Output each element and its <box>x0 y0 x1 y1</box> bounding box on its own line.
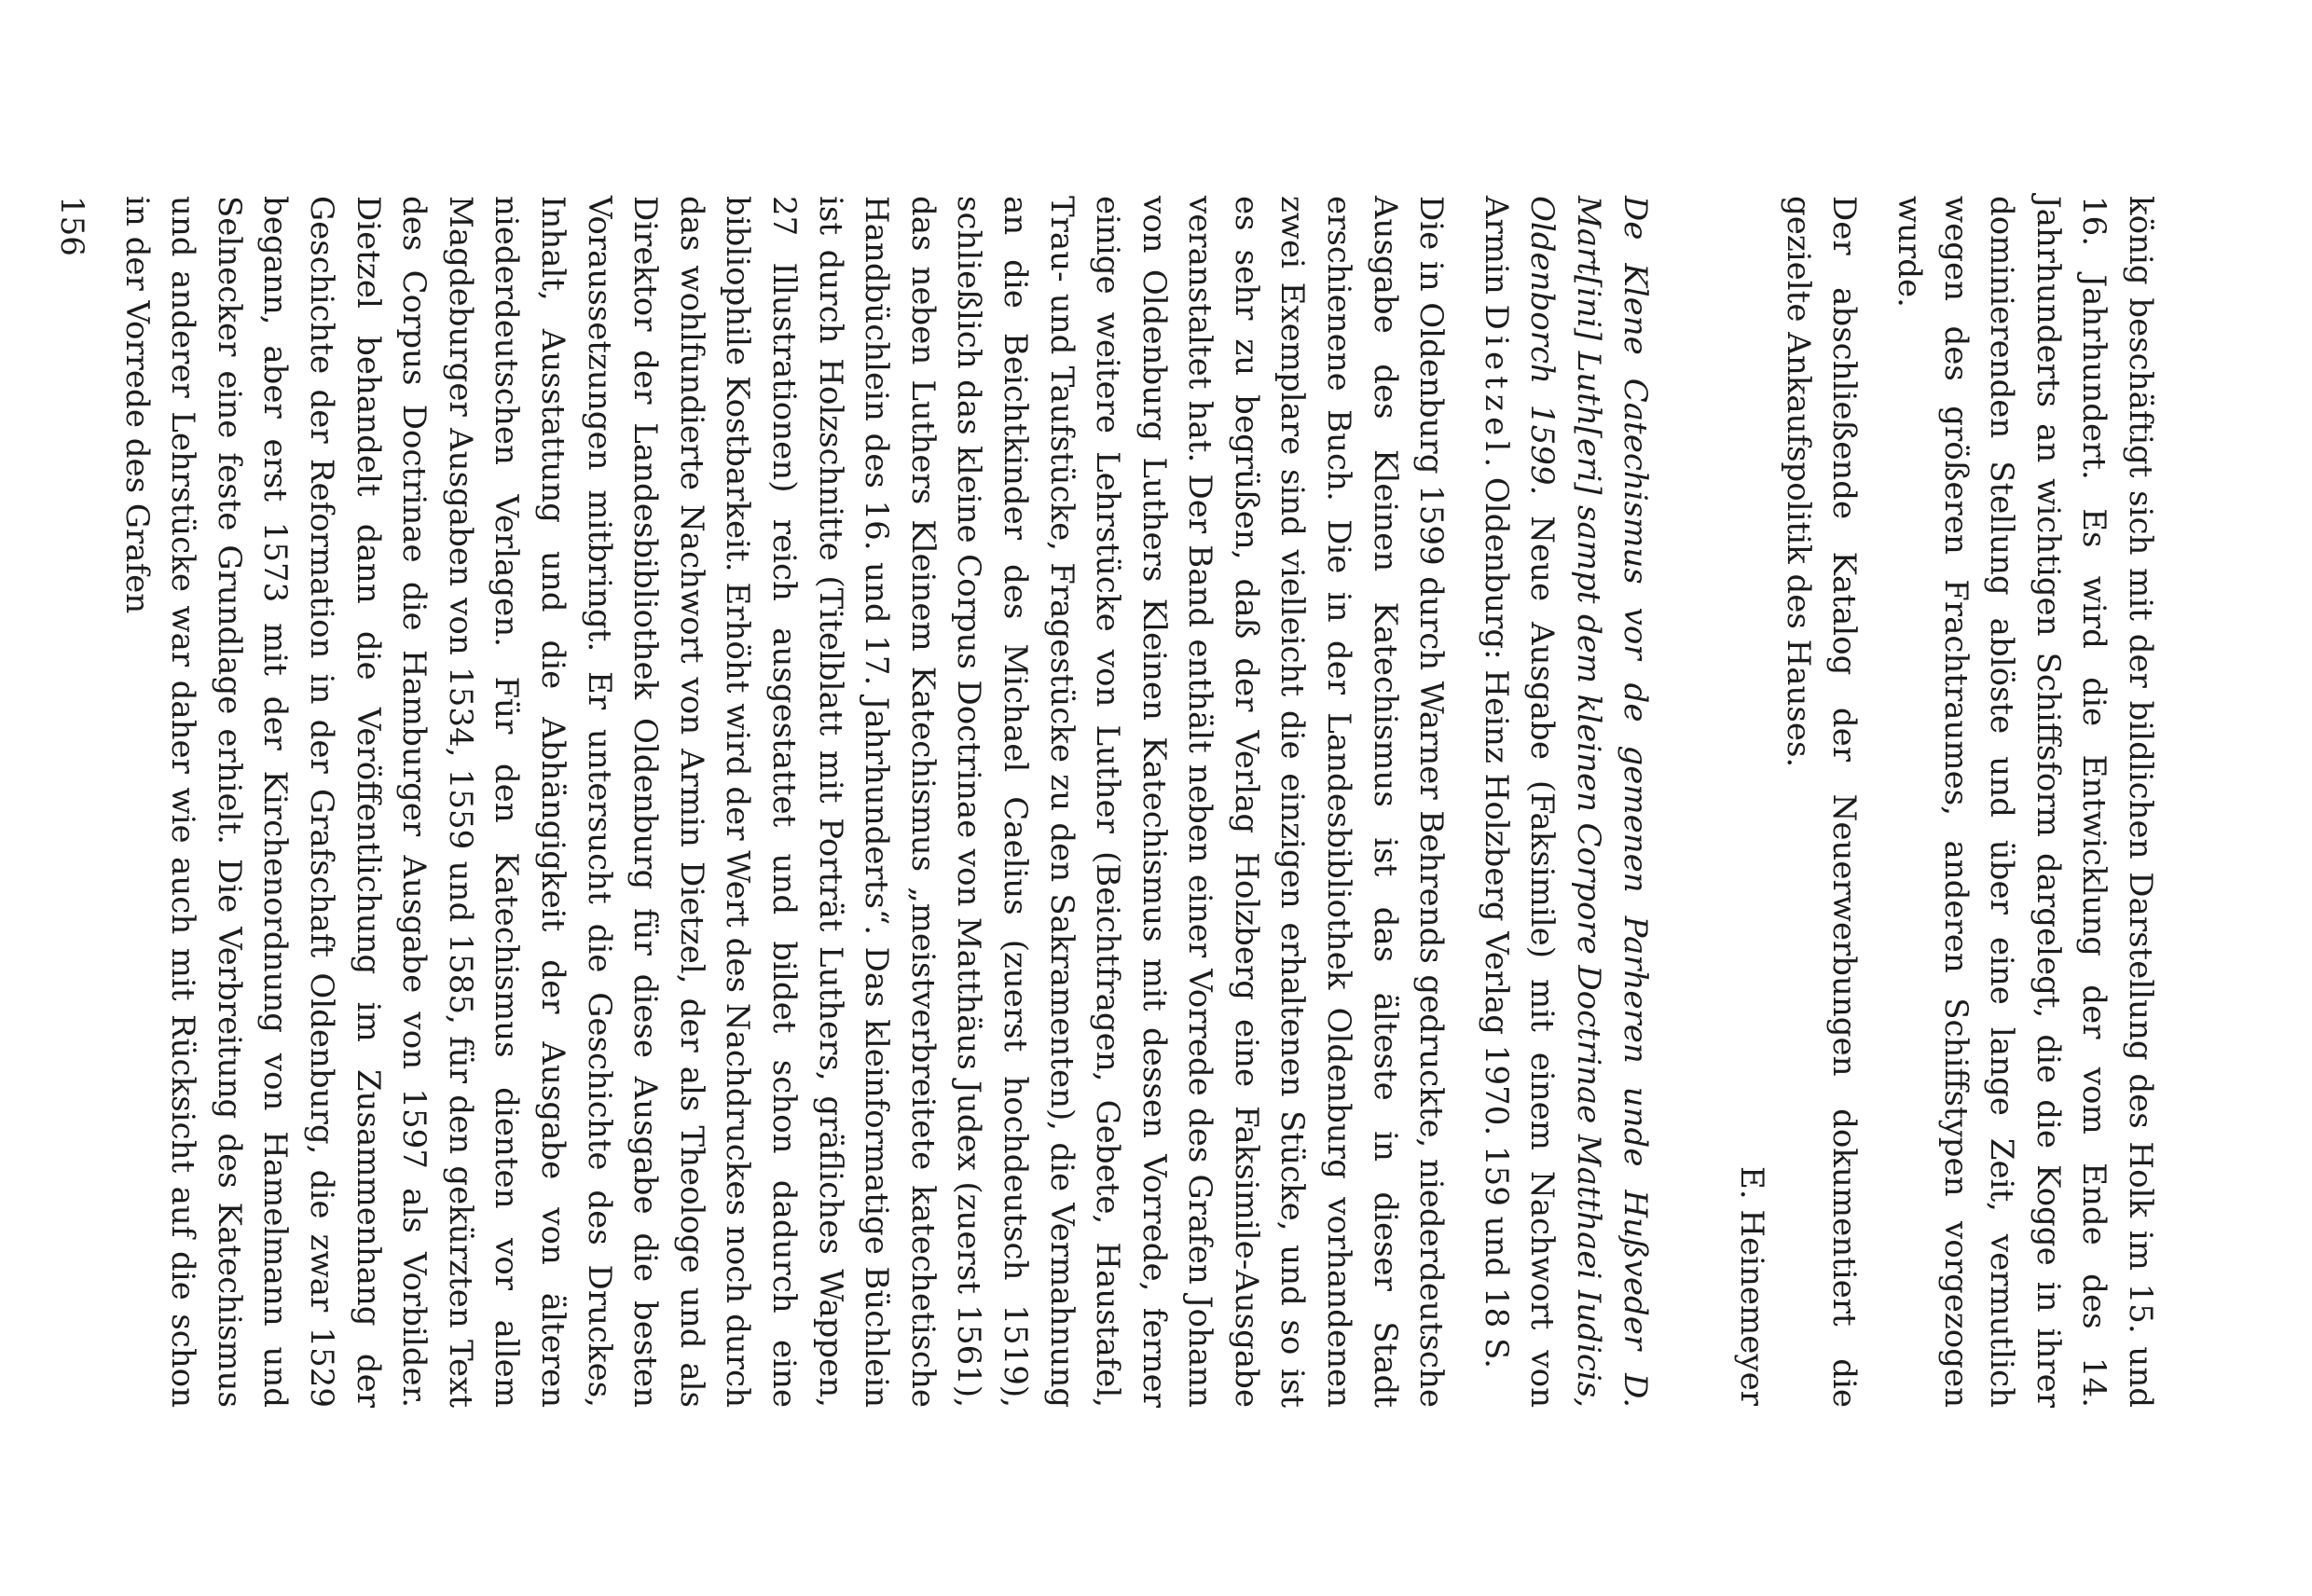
page-number: 156 <box>53 196 91 256</box>
paragraph-gap <box>1453 196 1472 1408</box>
book-author: Dietzel <box>1477 304 1515 458</box>
book-edition: Neue Ausgabe (Faksimile) mit einem Nachwort von Armin <box>1477 196 1562 1408</box>
book-title: De Klene Catechismus vor de gemenen Parheren unde Hußveder D. Mart[ini] Luth[eri] sampt dem kleinen Corpore Doctrinae Matthaei Iudicis, Oldenborch 1599. <box>1523 196 1654 1408</box>
review-heading <box>1472 196 1657 1408</box>
paragraph-gap <box>1866 196 1885 1408</box>
section-gap <box>1658 196 1728 1408</box>
signature: E. Heinemeyer <box>1733 1165 1771 1406</box>
closing-paragraph: Der abschließende Katalog der Neuerwerbungen dokumentiert die gezielte Ankaufspolitik des Hauses. <box>1779 196 1864 1408</box>
book-publisher: . Oldenburg: Heinz Holzberg Verlag 1970. 159 und 18 S. <box>1477 457 1515 1369</box>
review-body: Die in Oldenburg 1599 durch Warner Behrends gedruckte, niederdeutsche Ausgabe des Kleinen Katechismus ist das älteste in dieser Stadt erschienene Buch. Die in der Landesbibliothek Oldenburg vorhandenen zwei Exemplare sind vielleicht die einzigen erhaltenen Stücke, und so ist es sehr zu begrüßen, daß der Verlag Holzberg eine Faksimile-Ausgabe veranstaltet hat. Der Band enthält neben einer Vorrede des Grafen Johann von Oldenburg Luthers Kleinen Katechismus mit dessen Vorrede, ferner einige weitere Lehrstücke von Luther (Beichtfragen, Gebete, Haustafel, Trau- und Taufstücke, Fragestücke zu den Sakramenten), die Vermahnung an die Beichtkinder des Michael Caelius (zuerst hochdeutsch 1519), schließlich das kleine Corpus Doctrinae von Matthäus Judex (zuerst 1561), das neben Luthers Kleinem Katechismus „meistverbreitete katechetische Handbüchlein des 16. und 17. Jahrhunderts“. Das kleinformatige Büchlein ist durch Holzschnitte (Titelblatt mit Porträt Luthers, gräfliches Wappen, 27 Illustrationen) reich ausgestattet und bildet schon dadurch eine bibliophile Kostbarkeit. Erhöht wird der Wert des Nachdruckes noch durch das wohlfundierte Nachwort von Armin Dietzel, der als Theologe und als Direktor der Landesbibliothek Oldenburg für diese Ausgabe die besten Voraussetzungen mitbringt. Er untersucht die Geschichte des Druckes, Inhalt, Ausstattung und die Abhängigkeit der Ausgabe von älteren niederdeutschen Verlagen. Für den Katechismus dienten vor allem Magdeburger Ausgaben von 1534, 1559 und 1585, für den gekürzten Text des Corpus Doctrinae die Hamburger Ausgabe von 1597 als Vorbilder. Dietzel behandelt dann die Veröffentlichung im Zusammenhang der Geschichte der Reformation in der Grafschaft Oldenburg, die zwar 1529 begann, aber erst 1573 mit der Kirchenordnung von Hamelmann und Selnecker eine feste Grundlage erhielt. Die Verbreitung des Katechismus und anderer Lehrstücke war daher wie auch mit Rücksicht auf die schon in der Vorrede des Grafen <box>117 196 1451 1408</box>
rotated-page <box>48 196 2163 1408</box>
top-paragraph: könig beschäftigt sich mit der bildlichen Darstellung des Holk im 15. und 16. Jahrhundert. Es wird die Entwicklung der vom Ende des 14. Jahrhunderts an wichtigen Schiffsform dargelegt, die die Kogge in ihrer dominierenden Stellung ablöste und über eine lange Zeit, vermutlich wegen des größeren Frachtraumes, anderen Schiffstypen vorgezogen wurde. <box>1891 196 2159 1408</box>
